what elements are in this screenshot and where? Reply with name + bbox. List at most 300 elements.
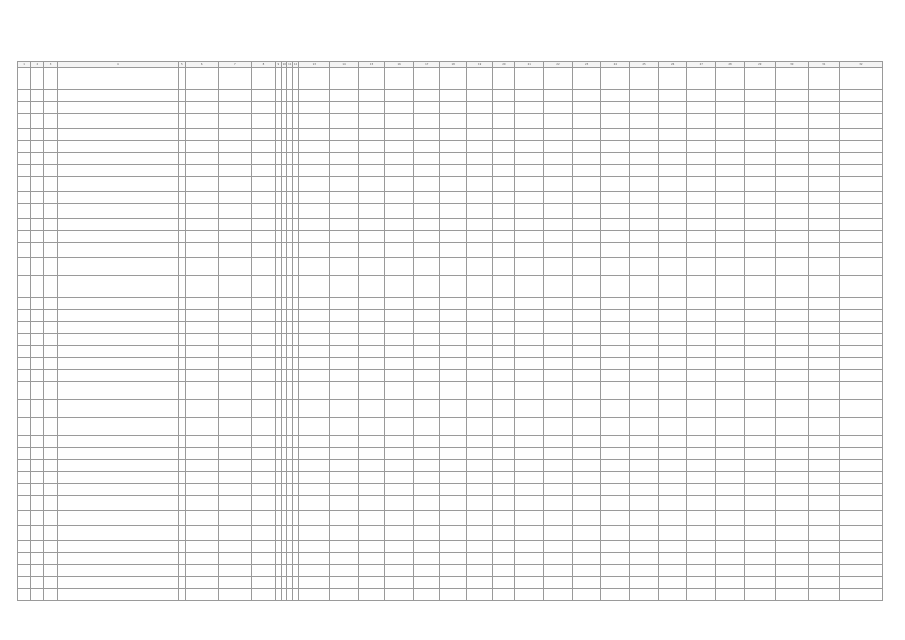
table-cell[interactable] bbox=[251, 68, 275, 90]
table-cell[interactable] bbox=[179, 192, 186, 204]
table-cell[interactable] bbox=[44, 496, 57, 511]
table-cell[interactable] bbox=[299, 370, 330, 382]
table-cell[interactable] bbox=[299, 219, 330, 231]
table-cell[interactable] bbox=[18, 219, 31, 231]
table-cell[interactable] bbox=[44, 541, 57, 553]
table-cell[interactable] bbox=[493, 382, 515, 400]
table-cell[interactable] bbox=[330, 231, 359, 243]
table-cell[interactable] bbox=[493, 204, 515, 219]
table-cell[interactable] bbox=[31, 322, 44, 334]
table-cell[interactable] bbox=[572, 418, 601, 436]
table-cell[interactable] bbox=[808, 90, 839, 102]
table-cell[interactable] bbox=[440, 192, 466, 204]
table-cell[interactable] bbox=[185, 436, 218, 448]
table-cell[interactable] bbox=[466, 589, 492, 601]
table-cell[interactable] bbox=[251, 436, 275, 448]
table-cell[interactable] bbox=[358, 204, 384, 219]
table-cell[interactable] bbox=[440, 472, 466, 484]
table-cell[interactable] bbox=[601, 382, 630, 400]
table-cell[interactable] bbox=[687, 577, 716, 589]
table-cell[interactable] bbox=[515, 243, 544, 258]
table-cell[interactable] bbox=[57, 484, 178, 496]
table-cell[interactable] bbox=[57, 204, 178, 219]
table-cell[interactable] bbox=[185, 334, 218, 346]
table-cell[interactable] bbox=[466, 231, 492, 243]
table-cell[interactable] bbox=[716, 565, 745, 577]
table-cell[interactable] bbox=[185, 258, 218, 276]
table-cell[interactable] bbox=[57, 418, 178, 436]
table-cell[interactable] bbox=[358, 541, 384, 553]
table-cell[interactable] bbox=[493, 553, 515, 565]
table-cell[interactable] bbox=[744, 418, 775, 436]
table-cell[interactable] bbox=[330, 219, 359, 231]
table-cell[interactable] bbox=[775, 418, 808, 436]
table-cell[interactable] bbox=[658, 553, 687, 565]
table-cell[interactable] bbox=[185, 153, 218, 165]
table-cell[interactable] bbox=[185, 511, 218, 526]
table-cell[interactable] bbox=[630, 370, 659, 382]
table-cell[interactable] bbox=[385, 511, 414, 526]
table-cell[interactable] bbox=[466, 192, 492, 204]
table-cell[interactable] bbox=[179, 577, 186, 589]
table-cell[interactable] bbox=[630, 243, 659, 258]
table-cell[interactable] bbox=[493, 219, 515, 231]
table-cell[interactable] bbox=[413, 276, 439, 298]
table-cell[interactable] bbox=[292, 276, 299, 298]
table-cell[interactable] bbox=[775, 177, 808, 192]
table-cell[interactable] bbox=[292, 589, 299, 601]
table-cell[interactable] bbox=[775, 231, 808, 243]
table-cell[interactable] bbox=[299, 192, 330, 204]
table-cell[interactable] bbox=[18, 243, 31, 258]
table-cell[interactable] bbox=[18, 258, 31, 276]
table-cell[interactable] bbox=[839, 204, 882, 219]
table-cell[interactable] bbox=[839, 298, 882, 310]
table-cell[interactable] bbox=[57, 565, 178, 577]
table-cell[interactable] bbox=[687, 436, 716, 448]
table-cell[interactable] bbox=[251, 153, 275, 165]
table-cell[interactable] bbox=[775, 90, 808, 102]
table-cell[interactable] bbox=[57, 298, 178, 310]
table-cell[interactable] bbox=[251, 448, 275, 460]
table-cell[interactable] bbox=[44, 370, 57, 382]
table-cell[interactable] bbox=[544, 382, 573, 400]
table-cell[interactable] bbox=[466, 141, 492, 153]
table-cell[interactable] bbox=[744, 565, 775, 577]
table-cell[interactable] bbox=[515, 460, 544, 472]
table-cell[interactable] bbox=[218, 334, 251, 346]
table-cell[interactable] bbox=[493, 192, 515, 204]
table-cell[interactable] bbox=[658, 484, 687, 496]
table-cell[interactable] bbox=[601, 436, 630, 448]
table-cell[interactable] bbox=[544, 114, 573, 129]
table-cell[interactable] bbox=[572, 192, 601, 204]
table-cell[interactable] bbox=[601, 310, 630, 322]
table-cell[interactable] bbox=[440, 346, 466, 358]
table-cell[interactable] bbox=[744, 141, 775, 153]
table-cell[interactable] bbox=[515, 322, 544, 334]
table-cell[interactable] bbox=[251, 298, 275, 310]
table-cell[interactable] bbox=[299, 460, 330, 472]
table-cell[interactable] bbox=[31, 258, 44, 276]
table-cell[interactable] bbox=[493, 460, 515, 472]
table-cell[interactable] bbox=[31, 484, 44, 496]
table-cell[interactable] bbox=[658, 358, 687, 370]
table-cell[interactable] bbox=[808, 165, 839, 177]
table-cell[interactable] bbox=[808, 382, 839, 400]
table-cell[interactable] bbox=[385, 382, 414, 400]
table-cell[interactable] bbox=[572, 460, 601, 472]
table-cell[interactable] bbox=[413, 370, 439, 382]
table-cell[interactable] bbox=[413, 243, 439, 258]
table-cell[interactable] bbox=[413, 541, 439, 553]
table-cell[interactable] bbox=[687, 400, 716, 418]
table-cell[interactable] bbox=[413, 484, 439, 496]
table-cell[interactable] bbox=[18, 231, 31, 243]
table-cell[interactable] bbox=[716, 204, 745, 219]
table-cell[interactable] bbox=[440, 436, 466, 448]
table-cell[interactable] bbox=[716, 90, 745, 102]
table-cell[interactable] bbox=[839, 418, 882, 436]
table-cell[interactable] bbox=[299, 231, 330, 243]
table-cell[interactable] bbox=[775, 322, 808, 334]
column-header[interactable]: 31 bbox=[808, 62, 839, 68]
table-cell[interactable] bbox=[18, 322, 31, 334]
table-cell[interactable] bbox=[493, 370, 515, 382]
table-cell[interactable] bbox=[839, 436, 882, 448]
table-cell[interactable] bbox=[299, 258, 330, 276]
table-cell[interactable] bbox=[839, 448, 882, 460]
table-cell[interactable] bbox=[218, 496, 251, 511]
table-cell[interactable] bbox=[299, 153, 330, 165]
table-cell[interactable] bbox=[385, 346, 414, 358]
table-cell[interactable] bbox=[358, 276, 384, 298]
table-cell[interactable] bbox=[18, 68, 31, 90]
table-cell[interactable] bbox=[515, 114, 544, 129]
table-cell[interactable] bbox=[330, 346, 359, 358]
table-cell[interactable] bbox=[808, 276, 839, 298]
table-cell[interactable] bbox=[358, 114, 384, 129]
table-cell[interactable] bbox=[630, 276, 659, 298]
table-cell[interactable] bbox=[572, 258, 601, 276]
table-cell[interactable] bbox=[251, 322, 275, 334]
table-cell[interactable] bbox=[808, 496, 839, 511]
table-cell[interactable] bbox=[413, 589, 439, 601]
table-cell[interactable] bbox=[57, 102, 178, 114]
table-cell[interactable] bbox=[292, 346, 299, 358]
table-cell[interactable] bbox=[466, 219, 492, 231]
table-cell[interactable] bbox=[251, 511, 275, 526]
column-header[interactable]: 19 bbox=[466, 62, 492, 68]
table-cell[interactable] bbox=[716, 400, 745, 418]
table-cell[interactable] bbox=[687, 460, 716, 472]
table-cell[interactable] bbox=[440, 334, 466, 346]
table-cell[interactable] bbox=[31, 219, 44, 231]
table-cell[interactable] bbox=[218, 526, 251, 541]
table-cell[interactable] bbox=[57, 496, 178, 511]
table-cell[interactable] bbox=[658, 129, 687, 141]
table-cell[interactable] bbox=[775, 276, 808, 298]
table-cell[interactable] bbox=[31, 114, 44, 129]
table-cell[interactable] bbox=[515, 177, 544, 192]
table-cell[interactable] bbox=[716, 177, 745, 192]
table-cell[interactable] bbox=[544, 129, 573, 141]
table-cell[interactable] bbox=[292, 484, 299, 496]
table-cell[interactable] bbox=[775, 346, 808, 358]
table-cell[interactable] bbox=[775, 448, 808, 460]
table-cell[interactable] bbox=[218, 472, 251, 484]
table-cell[interactable] bbox=[299, 553, 330, 565]
table-cell[interactable] bbox=[493, 243, 515, 258]
table-cell[interactable] bbox=[440, 68, 466, 90]
table-cell[interactable] bbox=[466, 436, 492, 448]
table-cell[interactable] bbox=[440, 400, 466, 418]
table-cell[interactable] bbox=[385, 436, 414, 448]
table-cell[interactable] bbox=[299, 165, 330, 177]
table-cell[interactable] bbox=[413, 102, 439, 114]
table-cell[interactable] bbox=[31, 310, 44, 322]
table-cell[interactable] bbox=[515, 418, 544, 436]
table-cell[interactable] bbox=[31, 141, 44, 153]
table-cell[interactable] bbox=[330, 526, 359, 541]
table-cell[interactable] bbox=[218, 541, 251, 553]
table-cell[interactable] bbox=[466, 460, 492, 472]
table-cell[interactable] bbox=[251, 219, 275, 231]
table-cell[interactable] bbox=[493, 334, 515, 346]
table-cell[interactable] bbox=[466, 276, 492, 298]
column-header[interactable]: 11 bbox=[288, 63, 292, 66]
table-cell[interactable] bbox=[658, 541, 687, 553]
table-cell[interactable] bbox=[716, 526, 745, 541]
table-cell[interactable] bbox=[572, 114, 601, 129]
table-cell[interactable] bbox=[716, 165, 745, 177]
table-cell[interactable] bbox=[440, 484, 466, 496]
table-cell[interactable] bbox=[330, 243, 359, 258]
table-cell[interactable] bbox=[630, 298, 659, 310]
table-cell[interactable] bbox=[218, 165, 251, 177]
table-cell[interactable] bbox=[839, 219, 882, 231]
table-cell[interactable] bbox=[44, 219, 57, 231]
table-cell[interactable] bbox=[413, 460, 439, 472]
table-cell[interactable] bbox=[358, 129, 384, 141]
table-cell[interactable] bbox=[179, 204, 186, 219]
table-cell[interactable] bbox=[299, 577, 330, 589]
table-cell[interactable] bbox=[218, 298, 251, 310]
table-cell[interactable] bbox=[57, 68, 178, 90]
table-cell[interactable] bbox=[744, 219, 775, 231]
table-cell[interactable] bbox=[658, 382, 687, 400]
table-cell[interactable] bbox=[572, 310, 601, 322]
table-cell[interactable] bbox=[299, 141, 330, 153]
table-cell[interactable] bbox=[185, 177, 218, 192]
table-cell[interactable] bbox=[775, 511, 808, 526]
table-cell[interactable] bbox=[601, 276, 630, 298]
table-cell[interactable] bbox=[716, 334, 745, 346]
table-cell[interactable] bbox=[808, 565, 839, 577]
table-cell[interactable] bbox=[385, 114, 414, 129]
table-cell[interactable] bbox=[385, 526, 414, 541]
table-cell[interactable] bbox=[413, 496, 439, 511]
table-cell[interactable] bbox=[299, 243, 330, 258]
table-cell[interactable] bbox=[185, 346, 218, 358]
table-cell[interactable] bbox=[251, 418, 275, 436]
table-cell[interactable] bbox=[251, 346, 275, 358]
table-cell[interactable] bbox=[572, 496, 601, 511]
table-cell[interactable] bbox=[31, 496, 44, 511]
table-cell[interactable] bbox=[299, 322, 330, 334]
table-cell[interactable] bbox=[251, 370, 275, 382]
table-cell[interactable] bbox=[185, 310, 218, 322]
table-cell[interactable] bbox=[218, 204, 251, 219]
table-cell[interactable] bbox=[185, 129, 218, 141]
table-cell[interactable] bbox=[179, 298, 186, 310]
table-cell[interactable] bbox=[18, 90, 31, 102]
table-cell[interactable] bbox=[775, 141, 808, 153]
table-cell[interactable] bbox=[218, 322, 251, 334]
column-header[interactable]: 17 bbox=[413, 62, 439, 68]
table-cell[interactable] bbox=[358, 370, 384, 382]
table-cell[interactable] bbox=[572, 219, 601, 231]
table-cell[interactable] bbox=[299, 472, 330, 484]
table-cell[interactable] bbox=[44, 418, 57, 436]
table-cell[interactable] bbox=[839, 276, 882, 298]
table-cell[interactable] bbox=[44, 68, 57, 90]
table-cell[interactable] bbox=[31, 68, 44, 90]
table-cell[interactable] bbox=[572, 400, 601, 418]
table-cell[interactable] bbox=[839, 370, 882, 382]
table-cell[interactable] bbox=[185, 219, 218, 231]
table-cell[interactable] bbox=[218, 90, 251, 102]
table-cell[interactable] bbox=[251, 243, 275, 258]
table-cell[interactable] bbox=[687, 68, 716, 90]
table-cell[interactable] bbox=[57, 243, 178, 258]
table-cell[interactable] bbox=[515, 153, 544, 165]
table-cell[interactable] bbox=[57, 129, 178, 141]
table-cell[interactable] bbox=[218, 382, 251, 400]
table-cell[interactable] bbox=[744, 177, 775, 192]
table-cell[interactable] bbox=[466, 553, 492, 565]
table-cell[interactable] bbox=[839, 577, 882, 589]
table-cell[interactable] bbox=[385, 418, 414, 436]
table-cell[interactable] bbox=[601, 526, 630, 541]
table-cell[interactable] bbox=[292, 90, 299, 102]
table-cell[interactable] bbox=[466, 243, 492, 258]
table-cell[interactable] bbox=[413, 334, 439, 346]
table-cell[interactable] bbox=[179, 276, 186, 298]
table-cell[interactable] bbox=[18, 460, 31, 472]
table-cell[interactable] bbox=[179, 219, 186, 231]
table-cell[interactable] bbox=[515, 276, 544, 298]
table-cell[interactable] bbox=[601, 577, 630, 589]
table-cell[interactable] bbox=[218, 192, 251, 204]
table-cell[interactable] bbox=[716, 358, 745, 370]
table-cell[interactable] bbox=[716, 129, 745, 141]
table-cell[interactable] bbox=[330, 258, 359, 276]
table-cell[interactable] bbox=[385, 460, 414, 472]
table-cell[interactable] bbox=[744, 448, 775, 460]
table-cell[interactable] bbox=[466, 322, 492, 334]
table-cell[interactable] bbox=[658, 204, 687, 219]
table-cell[interactable] bbox=[179, 541, 186, 553]
table-cell[interactable] bbox=[630, 153, 659, 165]
table-cell[interactable] bbox=[630, 68, 659, 90]
table-cell[interactable] bbox=[292, 114, 299, 129]
table-cell[interactable] bbox=[358, 322, 384, 334]
table-cell[interactable] bbox=[31, 102, 44, 114]
column-header[interactable]: 7 bbox=[218, 62, 251, 68]
column-header[interactable]: 25 bbox=[630, 62, 659, 68]
table-cell[interactable] bbox=[413, 577, 439, 589]
table-cell[interactable] bbox=[185, 541, 218, 553]
table-cell[interactable] bbox=[808, 243, 839, 258]
table-cell[interactable] bbox=[57, 511, 178, 526]
table-cell[interactable] bbox=[330, 472, 359, 484]
table-cell[interactable] bbox=[808, 298, 839, 310]
table-cell[interactable] bbox=[515, 436, 544, 448]
table-cell[interactable] bbox=[775, 258, 808, 276]
table-cell[interactable] bbox=[413, 526, 439, 541]
table-cell[interactable] bbox=[330, 553, 359, 565]
table-cell[interactable] bbox=[18, 310, 31, 322]
table-cell[interactable] bbox=[292, 177, 299, 192]
table-cell[interactable] bbox=[744, 165, 775, 177]
table-cell[interactable] bbox=[292, 334, 299, 346]
table-cell[interactable] bbox=[292, 472, 299, 484]
table-cell[interactable] bbox=[44, 165, 57, 177]
table-cell[interactable] bbox=[601, 153, 630, 165]
table-cell[interactable] bbox=[292, 165, 299, 177]
table-cell[interactable] bbox=[57, 577, 178, 589]
table-cell[interactable] bbox=[413, 192, 439, 204]
table-cell[interactable] bbox=[218, 153, 251, 165]
table-cell[interactable] bbox=[775, 496, 808, 511]
table-cell[interactable] bbox=[179, 460, 186, 472]
table-cell[interactable] bbox=[299, 511, 330, 526]
table-cell[interactable] bbox=[413, 322, 439, 334]
table-cell[interactable] bbox=[493, 68, 515, 90]
table-cell[interactable] bbox=[218, 436, 251, 448]
table-cell[interactable] bbox=[18, 400, 31, 418]
table-cell[interactable] bbox=[292, 231, 299, 243]
table-cell[interactable] bbox=[716, 322, 745, 334]
table-cell[interactable] bbox=[31, 472, 44, 484]
table-cell[interactable] bbox=[744, 484, 775, 496]
table-cell[interactable] bbox=[292, 541, 299, 553]
table-cell[interactable] bbox=[601, 346, 630, 358]
table-cell[interactable] bbox=[292, 382, 299, 400]
table-cell[interactable] bbox=[31, 400, 44, 418]
table-cell[interactable] bbox=[440, 141, 466, 153]
table-cell[interactable] bbox=[18, 589, 31, 601]
table-cell[interactable] bbox=[299, 382, 330, 400]
table-cell[interactable] bbox=[775, 472, 808, 484]
table-cell[interactable] bbox=[179, 484, 186, 496]
table-cell[interactable] bbox=[292, 358, 299, 370]
table-cell[interactable] bbox=[292, 153, 299, 165]
table-cell[interactable] bbox=[493, 129, 515, 141]
table-cell[interactable] bbox=[601, 589, 630, 601]
table-cell[interactable] bbox=[251, 565, 275, 577]
table-cell[interactable] bbox=[515, 204, 544, 219]
table-cell[interactable] bbox=[839, 258, 882, 276]
table-cell[interactable] bbox=[544, 334, 573, 346]
table-cell[interactable] bbox=[744, 129, 775, 141]
table-cell[interactable] bbox=[658, 90, 687, 102]
table-cell[interactable] bbox=[185, 322, 218, 334]
table-cell[interactable] bbox=[413, 114, 439, 129]
table-cell[interactable] bbox=[493, 346, 515, 358]
table-cell[interactable] bbox=[18, 418, 31, 436]
